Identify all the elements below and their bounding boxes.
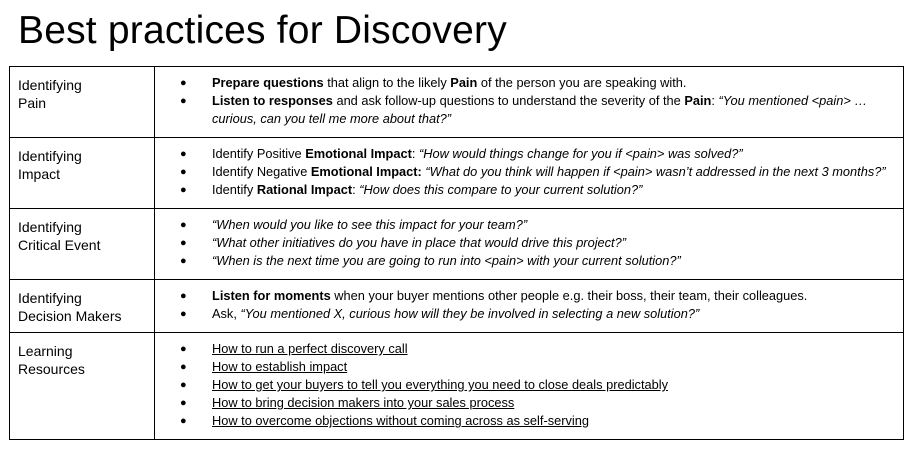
bullet-icon: ● <box>180 290 187 302</box>
bullet-icon: ● <box>180 77 187 89</box>
quote-text: “What do you think will happen if <pain> wasn’t addressed in the next 3 months?” <box>425 164 886 179</box>
list-item <box>155 358 903 376</box>
row-label-line: Critical Event <box>18 237 101 253</box>
best-practices-table <box>9 66 904 440</box>
bullet-icon: ● <box>180 148 187 160</box>
row-content <box>155 138 904 209</box>
bullet-icon: ● <box>180 308 187 320</box>
resource-link[interactable]: How to bring decision makers into your sales process <box>212 395 515 410</box>
quote-text: “How would things change for you if <pain> was solved?” <box>418 146 743 161</box>
bold-text: Emotional Impact <box>305 146 412 161</box>
list-item <box>155 74 903 92</box>
list-item <box>155 340 903 358</box>
bullet-icon: ● <box>180 255 187 267</box>
item-text: that align to the likely <box>323 75 451 90</box>
item-text: : <box>352 182 360 197</box>
row-label <box>10 280 155 333</box>
item-text: of the person you are speaking with. <box>477 75 687 90</box>
list-item <box>155 412 903 430</box>
bullet-icon: ● <box>180 219 187 231</box>
row-label-line: Identifying <box>18 290 82 306</box>
row-label <box>10 209 155 280</box>
bullet-icon: ● <box>180 415 187 427</box>
list-item <box>155 287 903 305</box>
row-label-line: Resources <box>18 361 85 377</box>
row-learning-resources <box>10 333 904 440</box>
list-item <box>155 252 903 270</box>
bullet-icon: ● <box>180 343 187 355</box>
bullet-list <box>155 340 903 430</box>
item-text: Identify Negative <box>212 164 311 179</box>
bullet-list <box>155 74 903 128</box>
row-content <box>155 280 904 333</box>
bullet-list <box>155 216 903 270</box>
bold-text: Emotional Impact: <box>310 164 422 179</box>
quote-text: “When is the next time you are going to run into <pain> with your current solution?” <box>212 253 681 268</box>
quote-text: “You mentioned X, curious how will they be involved in selecting a new solution?” <box>240 306 700 321</box>
row-label-line: Identifying <box>18 77 82 93</box>
bullet-icon: ● <box>180 397 187 409</box>
list-item <box>155 234 903 252</box>
list-item <box>155 376 903 394</box>
row-label <box>10 138 155 209</box>
item-text: Identify <box>212 182 257 197</box>
page-title: Best practices for Discovery <box>18 9 507 52</box>
item-text: : <box>411 146 419 161</box>
resource-link[interactable]: How to overcome objections without coming across as self-serving <box>212 413 589 428</box>
row-identifying-critical-event <box>10 209 904 280</box>
row-identifying-decision-makers <box>10 280 904 333</box>
row-label <box>10 67 155 138</box>
bullet-icon: ● <box>180 166 187 178</box>
bullet-icon: ● <box>180 184 187 196</box>
list-item <box>155 216 903 234</box>
quote-text: “What other initiatives do you have in place that would drive this project?” <box>212 235 626 250</box>
bold-text: Prepare questions <box>212 75 324 90</box>
bullet-icon: ● <box>180 379 187 391</box>
row-content <box>155 333 904 440</box>
item-text: Ask, <box>212 306 241 321</box>
quote-text: “You mentioned <pain> … curious, can you tell me more about that?” <box>212 93 868 126</box>
bold-text: Listen to responses <box>212 93 333 108</box>
list-item <box>155 394 903 412</box>
row-label-line: Identifying <box>18 219 82 235</box>
resource-link[interactable]: How to run a perfect discovery call <box>212 341 408 356</box>
quote-text: “When would you like to see this impact for your team?” <box>212 217 528 232</box>
bullet-icon: ● <box>180 95 187 107</box>
list-item <box>155 181 903 199</box>
row-label-line: Identifying <box>18 148 82 164</box>
item-text: : <box>711 93 719 108</box>
bullet-icon: ● <box>180 237 187 249</box>
row-label-line: Learning <box>18 343 73 359</box>
row-label-line: Decision Makers <box>18 308 122 324</box>
row-label-line: Impact <box>18 166 61 182</box>
row-label <box>10 333 155 440</box>
list-item <box>155 305 903 323</box>
row-content <box>155 67 904 138</box>
row-identifying-pain <box>10 67 904 138</box>
row-content <box>155 209 904 280</box>
bold-text: Listen for moments <box>212 288 331 303</box>
quote-text: “How does this compare to your current solution?” <box>359 182 643 197</box>
item-text: and ask follow-up questions to understand the severity of the <box>332 93 685 108</box>
resource-link[interactable]: How to establish impact <box>212 359 348 374</box>
bullet-icon: ● <box>180 361 187 373</box>
resource-link[interactable]: How to get your buyers to tell you everything you need to close deals predictably <box>212 377 668 392</box>
bullet-list <box>155 287 903 323</box>
list-item <box>155 145 903 163</box>
list-item <box>155 163 903 181</box>
row-label-line: Pain <box>18 95 47 111</box>
bold-text: Pain <box>450 75 478 90</box>
bold-text: Pain <box>684 93 712 108</box>
item-text: Identify Positive <box>212 146 306 161</box>
bold-text: Rational Impact <box>256 182 353 197</box>
bullet-list <box>155 145 903 199</box>
list-item <box>155 92 903 128</box>
row-identifying-impact <box>10 138 904 209</box>
item-text: when your buyer mentions other people e.g. their boss, their team, their colleagues. <box>330 288 808 303</box>
